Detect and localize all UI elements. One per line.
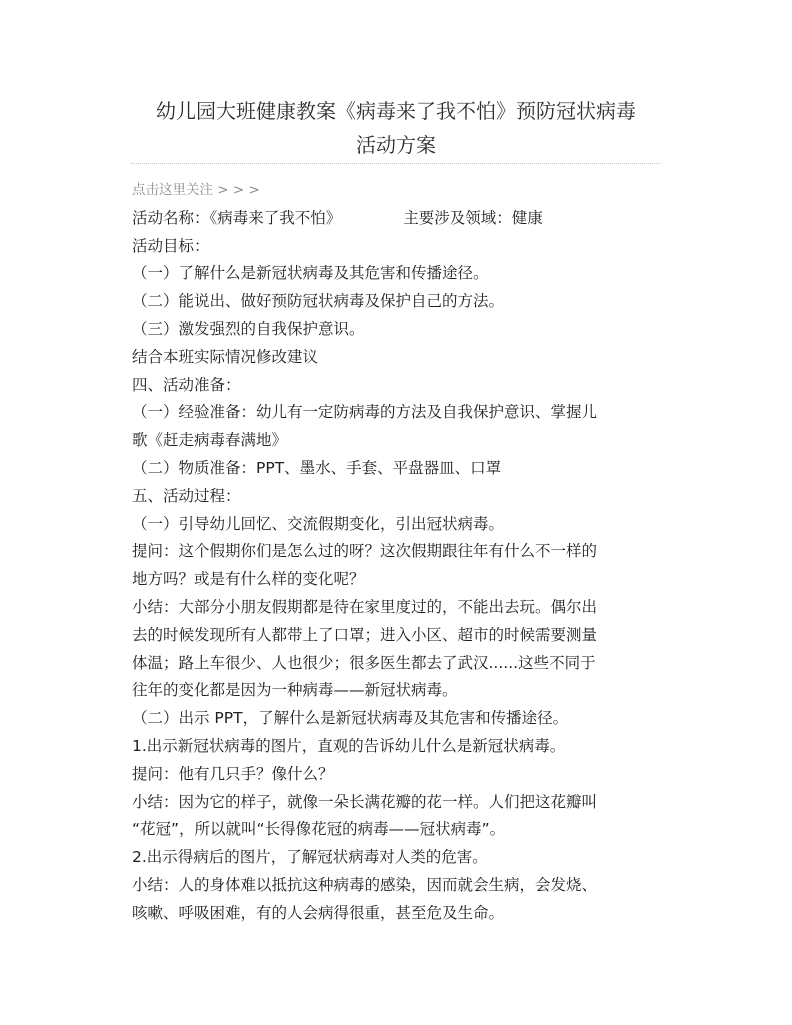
text-line: “花冠”，所以就叫“长得像花冠的病毒——冠状病毒”。 <box>132 820 506 839</box>
text-line: （二）能说出、做好预防冠状病毒及保护自己的方法。 <box>132 292 505 311</box>
text-line: 地方吗？或是有什么样的变化呢？ <box>132 570 365 589</box>
activity-domain: 主要涉及领域：健康 <box>403 208 543 227</box>
text-line: （二）物质准备：PPT、墨水、手套、平盘器皿、口罩 <box>132 458 502 477</box>
document-title <box>120 94 672 162</box>
text-line: 1.出示新冠状病毒的图片，直观的告诉幼儿什么是新冠状病毒。 <box>132 736 566 755</box>
text-line: （二）出示 PPT，了解什么是新冠状病毒及其危害和传播途径。 <box>132 709 569 728</box>
text-line: 歌《赶走病毒春满地》 <box>132 431 288 450</box>
follow-link[interactable]: 点击这里关注 > > > <box>132 182 260 198</box>
text-line: 提问：他有几只手？像什么？ <box>132 764 334 783</box>
title-divider <box>131 163 661 164</box>
text-line: 往年的变化都是因为一种病毒——新冠状病毒。 <box>132 681 458 700</box>
document-body <box>132 176 662 928</box>
activity-name: 活动名称：《病毒来了我不怕》 <box>132 208 342 227</box>
text-line: 小结：人的身体难以抵抗这种病毒的感染，因而就会生病，会发烧、 <box>132 875 598 894</box>
text-line: 2.出示得病后的图片，了解冠状病毒对人类的危害。 <box>132 848 488 867</box>
text-line: （一）了解什么是新冠状病毒及其危害和传播途径。 <box>132 264 489 283</box>
text-line: 四、活动准备： <box>132 375 241 394</box>
text-line: 咳嗽、呼吸困难，有的人会病得很重，甚至危及生命。 <box>132 903 505 922</box>
text-line: 小结：因为它的样子，就像一朵长满花瓣的花一样。人们把这花瓣叫 <box>132 792 598 811</box>
text-line: （一）经验准备：幼儿有一定防病毒的方法及自我保护意识、掌握儿 <box>132 403 598 422</box>
activity-info-line <box>132 205 662 233</box>
text-line: （一）引导幼儿回忆、交流假期变化，引出冠状病毒。 <box>132 514 505 533</box>
text-line: 去的时候发现所有人都带上了口罩；进入小区、超市的时候需要测量 <box>132 625 598 644</box>
text-line: （三）激发强烈的自我保护意识。 <box>132 319 365 338</box>
follow-line <box>132 176 662 205</box>
text-line: 五、活动过程： <box>132 486 241 505</box>
text-line: 结合本班实际情况修改建议 <box>132 347 319 366</box>
text-line: 提问：这个假期你们是怎么过的呀？这次假期跟往年有什么不一样的 <box>132 542 598 561</box>
title-line-1: 幼儿园大班健康教案《病毒来了我不怕》预防冠状病毒 <box>156 99 636 123</box>
title-line-2: 活动方案 <box>356 133 436 157</box>
text-line: 体温；路上车很少、人也很少；很多医生都去了武汉......这些不同于 <box>132 653 596 672</box>
text-line: 小结：大部分小朋友假期都是待在家里度过的，不能出去玩。偶尔出 <box>132 597 598 616</box>
text-line: 活动目标： <box>132 236 210 255</box>
